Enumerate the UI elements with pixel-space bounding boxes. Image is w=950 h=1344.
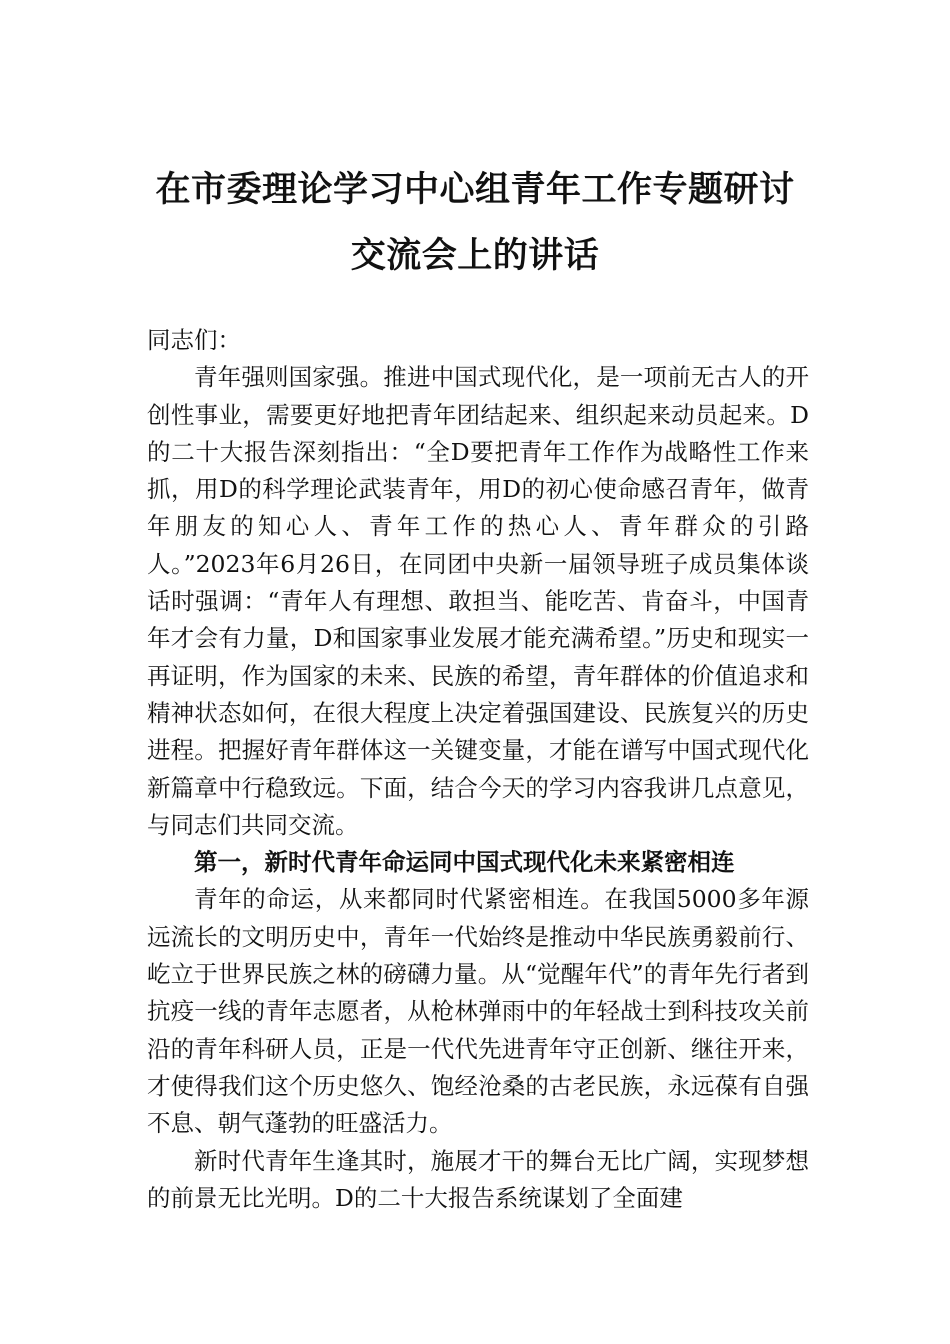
document-title-line-2: 交流会上的讲话 [350,235,600,276]
paragraph-2: 青年的命运，从来都同时代紧密相连。在我国5000多年源远流长的文明历史中，青年一代始终是推动中华民族勇毅前行、屹立于世界民族之林的磅礴力量。从“觉醒年代”的青年先行者到抗疫一线的青年志愿者，从枪林弹雨中的年轻战士到科技攻关前沿的青年科研人员，正是一代代先进青年守正创新、继往开来，才使得我们这个历史悠久、饱经沧桑的古老民族，永远葆有自强不息、朝气蓬勃的旺盛活力。 [147,885,809,1138]
paragraph-1: 青年强则国家强。推进中国式现代化，是一项前无古人的开创性事业，需要更好地把青年团结起来、组织起来动员起来。D的二十大报告深刻指出：“全D要把青年工作作为战略性工作来抓，用D的科学理论武装青年，用D的初心使命感召青年，做青年朋友的知心人、青年工作的热心人、青年群众的引路人。”2023年6月26日，在同团中央新一届领导班子成员集体谈话时强调：“青年人有理想、敢担当、能吃苦、肯奋斗，中国青年才会有力量，D和国家事业发展才能充满希望。”历史和现实一再证明，作为国家的未来、民族的希望，青年群体的价值追求和精神状态如何，在很大程度上决定着强国建设、民族复兴的历史进程。把握好青年群体这一关键变量，才能在谱写中国式现代化新篇章中行稳致远。下面，结合今天的学习内容我讲几点意见，与同志们共同交流。 [147,363,809,839]
document-body [147,322,809,1217]
section-heading-1: 第一，新时代青年命运同中国式现代化未来紧密相连 [194,848,735,877]
paragraph-3: 新时代青年生逢其时，施展才干的舞台无比广阔，实现梦想的前景无比光明。D的二十大报告系统谋划了全面建 [147,1146,809,1212]
salutation: 同志们： [147,326,241,354]
document-title-line-1: 在市委理论学习中心组青年工作专题研讨 [155,169,795,210]
